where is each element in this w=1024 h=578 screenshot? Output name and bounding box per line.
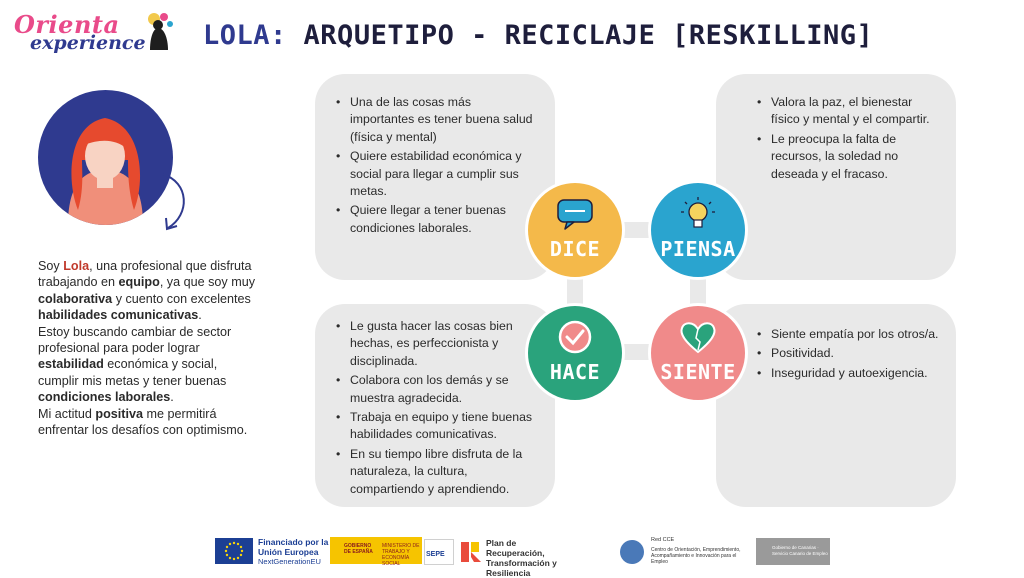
bio-name: Lola [63,259,90,273]
bio-text: , una profesional que disfruta trabajando en [38,259,252,290]
checkmark-icon [557,320,593,354]
sepe-label: SEPE [426,551,445,558]
list-item: • En su tiempo libre disfruta de la naturaleza, la cultura, compartiendo y aprendiendo. [350,446,537,498]
ccl-title: Red CCE [651,537,675,543]
bio-text: me permitirá enfrentar los desafíos con optimismo. [38,406,248,438]
title-persona-name: LOLA: [203,20,287,51]
circle-siente [648,303,748,403]
list-item: • Positividad. [771,345,942,362]
bio-text: Estoy buscando cambiar de sector profesional para poder lograr [38,324,232,356]
gobierno-canarias-label: Gobierno de Canarias · Servicio Canario de Empleo [772,545,828,556]
list-item: • Le gusta hacer las cosas bien hechas, es perfeccionista y disciplinada. [350,318,537,370]
circle-label: PIENSA [660,237,736,261]
bio-keyword: estabilidad [38,357,104,372]
eu-flag-icon [215,538,253,564]
bio-text: , ya que soy muy [159,275,256,290]
bio-text: Mi actitud [38,406,96,421]
siente-list [716,304,956,382]
eu-funding-label: Financiado por la Unión Europea [258,537,329,557]
bio-text: económica y social, cumplir mis metas y tener buenas [38,357,227,388]
bio-keyword: equipo [118,275,160,290]
dice-list [315,74,555,237]
speech-bubble-icon [555,197,595,231]
circle-label: HACE [549,360,601,384]
eu-nextgen-label: NextGenerationEU [258,557,321,566]
hace-list [315,304,555,498]
list-item: • Siente empatía por los otros/a. [771,326,942,343]
piensa-list [716,74,956,183]
card-hace [315,304,555,507]
title-archetype: ARQUETIPO - RECICLAJE [RESKILLING] [303,20,874,51]
circle-dice [525,180,625,280]
list-item: • Valora la paz, el bienestar físico y mental y el compartir. [771,94,940,129]
heart-icon [679,320,717,354]
circle-label: DICE [549,237,601,261]
ministerio-label: MINISTERIO DE TRABAJO Y ECONOMÍA SOCIAL [382,543,420,567]
list-item: • Le preocupa la falta de recursos, la soledad no deseada y el fracaso. [771,131,940,183]
page-title [203,20,873,51]
curved-arrow-icon [150,170,195,235]
list-item: • Una de las cosas más importantes es tener buena salud (física y mental) [350,94,533,146]
brand-logo-figure-icon [142,10,178,50]
brand-logo-experience: experience [30,32,146,54]
list-item: • Trabaja en equipo y tiene buenas habilidades comunicativas. [350,409,537,444]
bio-text: Soy [38,259,64,273]
brand-logo-orienta: Orienta [14,10,120,39]
persona-bio [38,258,256,438]
bio-text: . [170,390,174,405]
bio-text: . [198,308,202,323]
bio-keyword: condiciones laborales [38,390,171,405]
lightbulb-icon [678,197,718,231]
bio-keyword: habilidades comunicativas [38,308,199,323]
ccl-description: Centro de Orientación, Emprendimiento, Acompañamiento e Innovación para el Empleo [651,547,741,565]
circle-label: SIENTE [660,360,736,384]
list-item: • Quiere llegar a tener buenas condiciones laborales. [350,202,533,237]
bio-text: y cuento con excelentes [112,291,251,306]
card-siente [716,304,956,507]
circle-piensa [648,180,748,280]
gobierno-label: GOBIERNO DE ESPAÑA [344,543,373,555]
bio-keyword: positiva [95,406,143,421]
list-item: • Colabora con los demás y se muestra agradecida. [350,372,537,407]
card-dice [315,74,555,280]
ccl-globe-icon [620,540,644,564]
bio-keyword: colaborativa [38,291,113,306]
circle-hace [525,303,625,403]
list-item: • Inseguridad y autoexigencia. [771,365,942,382]
card-piensa [716,74,956,280]
list-item: • Quiere estabilidad económica y social para llegar a cumplir sus metas. [350,148,533,200]
prtr-label: Plan de Recuperación, Transformación y Resiliencia [486,538,557,578]
prtr-logo-icon [459,540,483,564]
